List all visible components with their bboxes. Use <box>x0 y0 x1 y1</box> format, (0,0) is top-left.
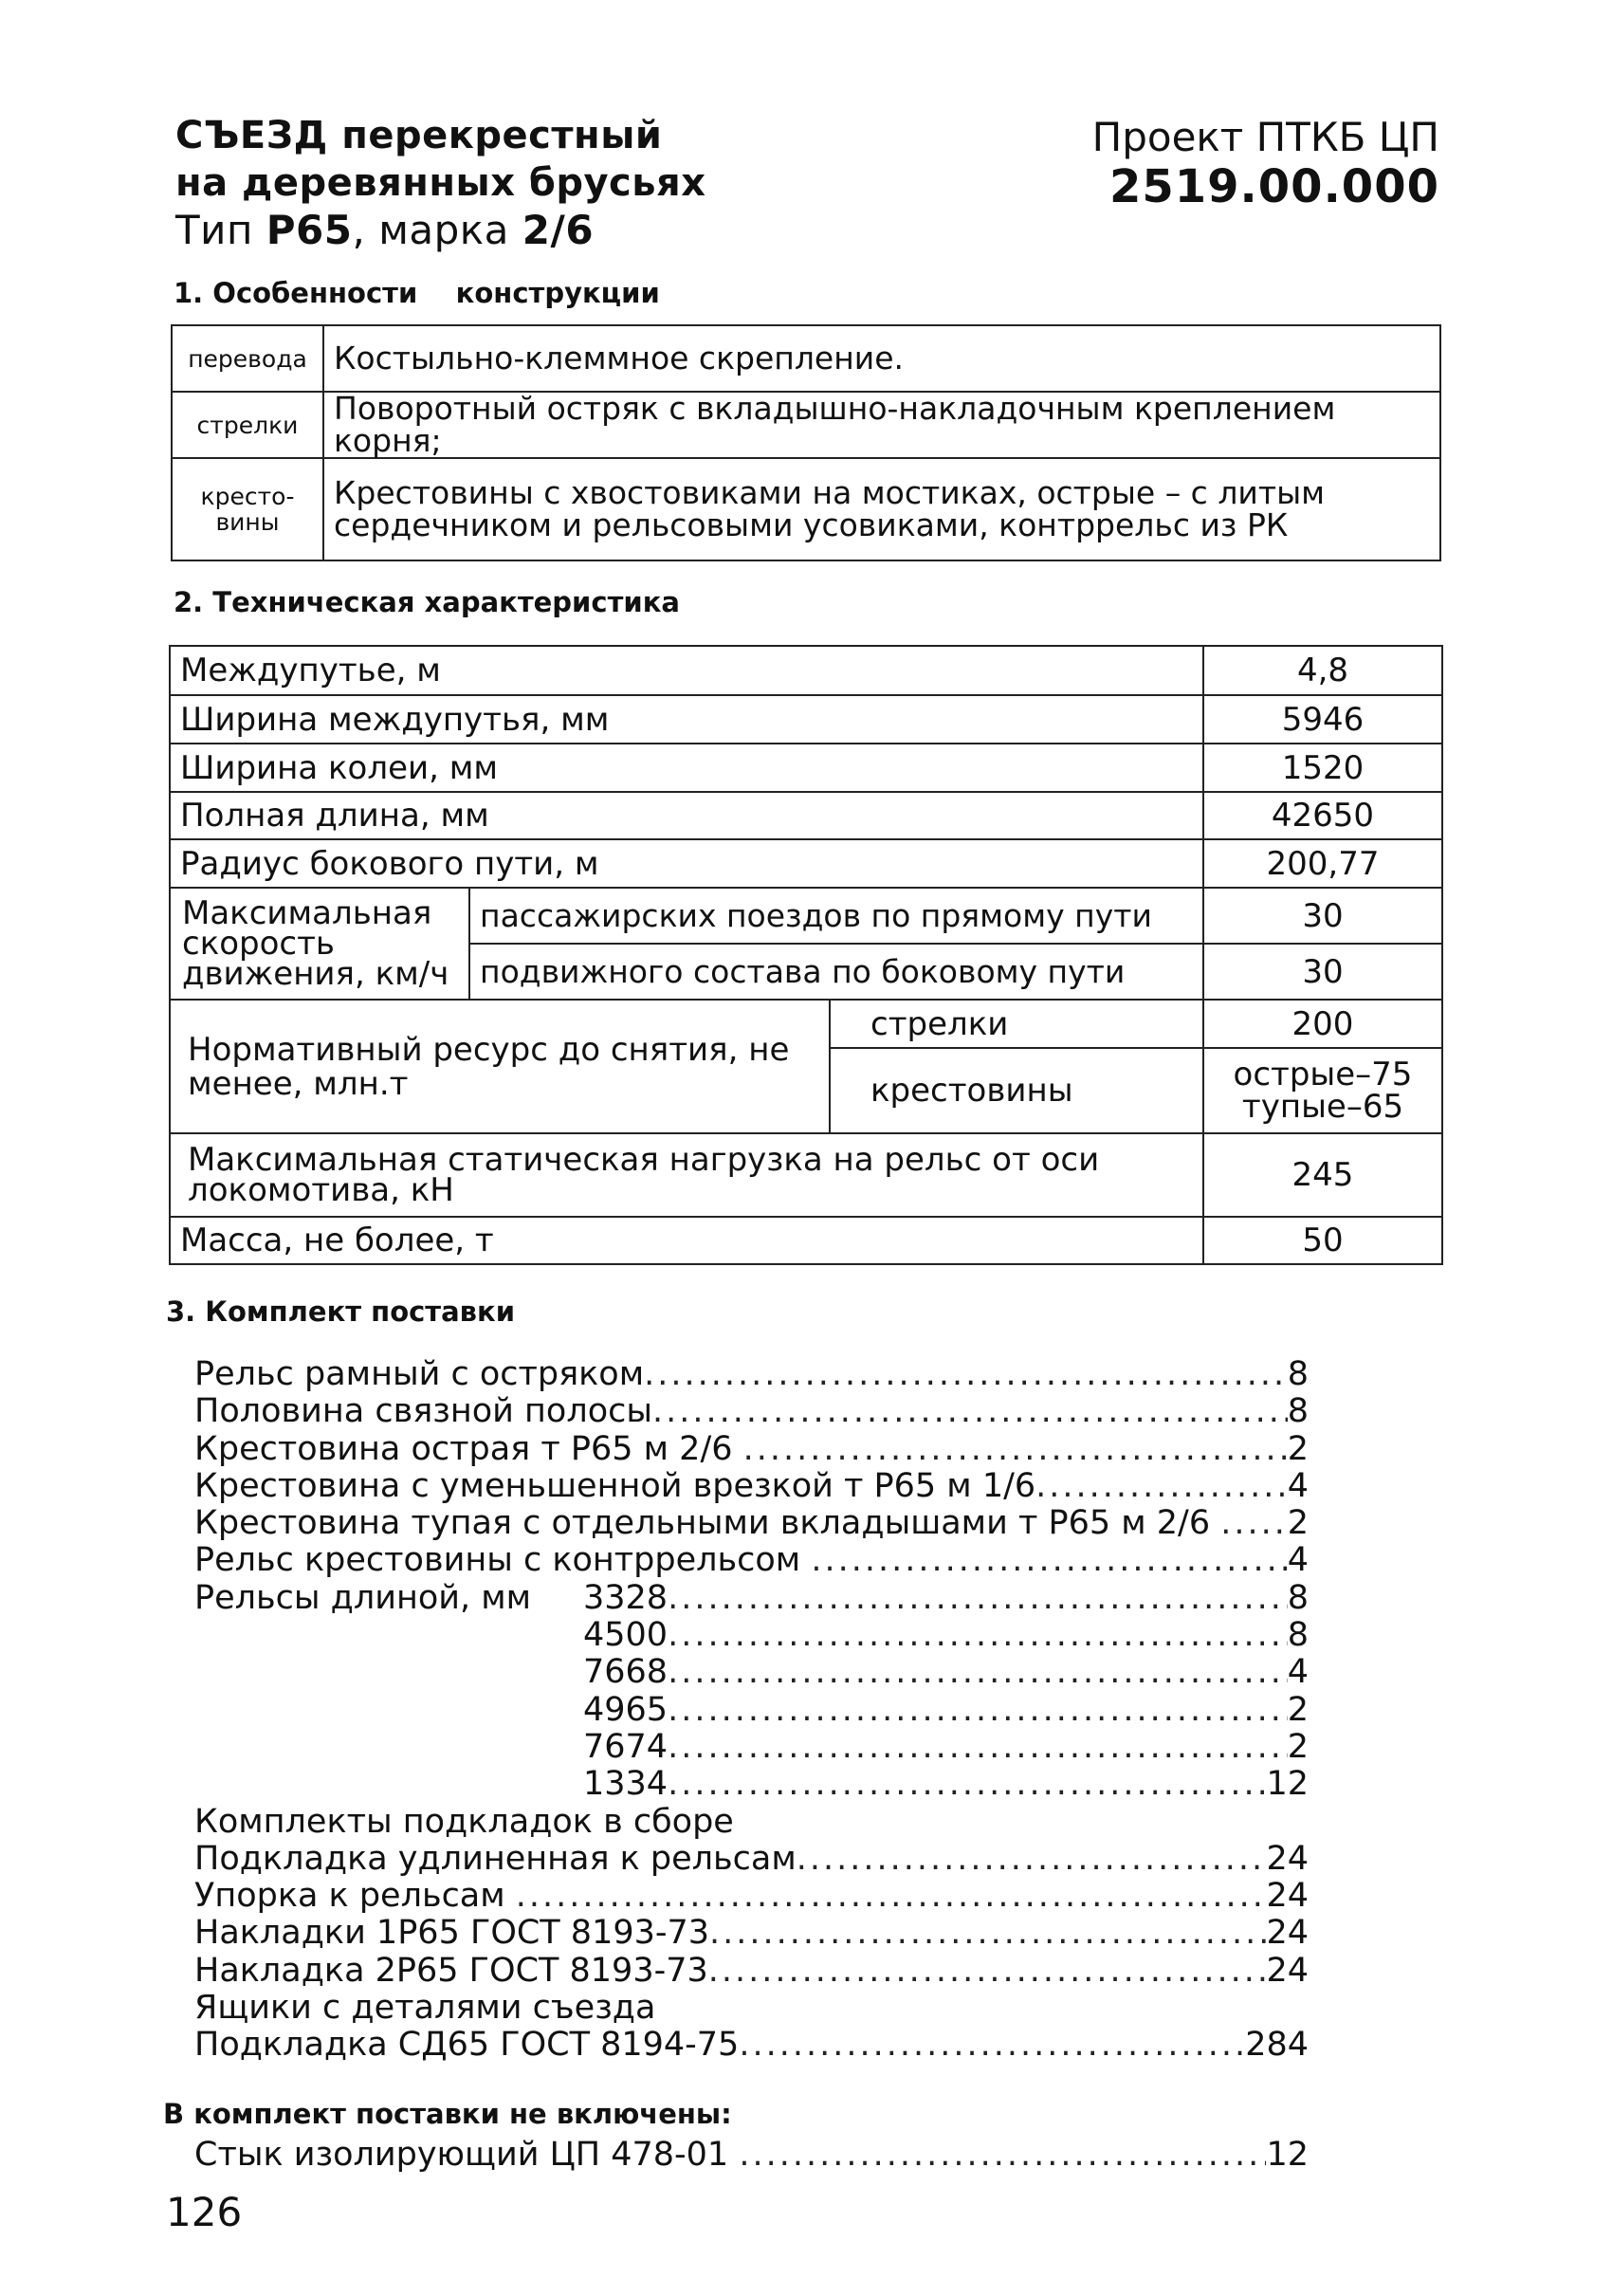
resource-switch-value: 200 <box>1203 1000 1442 1048</box>
spec-value: 5946 <box>1203 695 1442 744</box>
table-row <box>170 1217 1442 1264</box>
item-qty: 24 <box>1266 1839 1309 1878</box>
table-row <box>172 325 1440 392</box>
table-row <box>170 839 1442 888</box>
item-label: Стык изолирующий ЦП 478-01 <box>194 2136 740 2174</box>
table-row <box>170 1133 1442 1217</box>
feature-value: Поворотный остряк с вкладышно-накладочным креплением корня; <box>323 392 1440 458</box>
item-label: Крестовина острая т Р65 м 2/6 <box>194 1429 743 1468</box>
list-item <box>194 1766 1309 1803</box>
excluded-list <box>194 2137 1309 2174</box>
spec-label: Ширина колеи, мм <box>170 744 1203 792</box>
mass-value: 50 <box>1203 1217 1442 1264</box>
leader-dots <box>668 1580 1288 1617</box>
spec-value: 42650 <box>1203 792 1442 839</box>
document-title <box>175 112 706 254</box>
item-label: Упорка к рельсам <box>194 1877 516 1916</box>
resource-label: Нормативный ресурс до снятия, не менее, млн.т <box>170 1000 830 1133</box>
leader-dots <box>709 1915 1266 1952</box>
item-qty: 24 <box>1266 1914 1309 1953</box>
item-label: 4500 <box>583 1616 669 1655</box>
leader-dots <box>516 1878 1267 1915</box>
list-item <box>194 1617 1309 1654</box>
item-qty: 24 <box>1266 1877 1309 1916</box>
item-label: 4965 <box>583 1690 669 1729</box>
spec-value: 200,77 <box>1203 839 1442 888</box>
list-item <box>194 1431 1309 1468</box>
speed-passenger-value: 30 <box>1203 888 1442 944</box>
leader-dots <box>739 2027 1245 2064</box>
pads-heading: Комплекты подкладок в сборе <box>194 1802 734 1841</box>
spec-value: 4,8 <box>1203 646 1442 695</box>
list-item <box>194 2027 1309 2064</box>
item-label: 7668 <box>583 1653 669 1692</box>
leader-dots <box>1220 1505 1288 1542</box>
leader-dots <box>668 1766 1266 1803</box>
list-item <box>194 1841 1309 1878</box>
table-row <box>170 744 1442 792</box>
item-label: Крестовина тупая с отдельными вкладышами т Р65 м 2/6 <box>194 1504 1221 1543</box>
title-line-1: СЪЕЗД перекрестный <box>175 114 663 157</box>
list-item <box>194 1468 1309 1505</box>
list-item <box>194 1692 1309 1729</box>
section-1-heading: 1. Особенности конструкции <box>174 277 660 309</box>
list-item <box>194 1542 1309 1579</box>
specs-table <box>169 645 1443 1265</box>
title-type-line <box>175 207 706 254</box>
spec-label: Междупутье, м <box>170 646 1203 695</box>
item-label: Рельс рамный с остряком <box>194 1355 645 1393</box>
item-qty: 8 <box>1287 1392 1309 1431</box>
list-item <box>194 1729 1309 1766</box>
spec-value: 1520 <box>1203 744 1442 792</box>
item-label: 1334 <box>583 1765 669 1804</box>
item-qty: 24 <box>1266 1951 1309 1990</box>
mass-label: Масса, не более, т <box>170 1217 1203 1264</box>
feature-key: перевода <box>172 325 323 392</box>
item-qty: 4 <box>1287 1466 1309 1505</box>
project-label: Проект ПТКБ ЦП <box>1091 114 1439 160</box>
item-label: Половина связной полосы <box>194 1392 653 1431</box>
load-label: Максимальная статическая нагрузка на рельс от оси локомотива, кН <box>170 1133 1203 1217</box>
speed-label: Максимальная скорость движения, км/ч <box>170 888 469 1000</box>
list-heading <box>194 1804 1309 1841</box>
speed-passenger-label: пассажирских поездов по прямому пути <box>469 888 1203 944</box>
section-2-heading: 2. Техническая характеристика <box>174 586 680 618</box>
mark-value: 2/6 <box>522 207 595 253</box>
feature-key: кресто-вины <box>172 458 323 560</box>
spec-label: Полная длина, мм <box>170 792 1203 839</box>
list-item <box>194 2137 1309 2174</box>
load-value: 245 <box>1203 1133 1442 1217</box>
type-value: Р65 <box>266 207 353 253</box>
frog-value-sharp: острые–75 <box>1233 1056 1413 1093</box>
table-row <box>172 458 1440 560</box>
table-row <box>170 646 1442 695</box>
rails-caption: Рельсы длиной, мм <box>194 1578 532 1617</box>
item-qty: 8 <box>1287 1355 1309 1393</box>
project-code: 2519.00.000 <box>1108 160 1439 213</box>
leader-dots <box>811 1542 1287 1579</box>
type-prefix: Тип <box>175 207 266 253</box>
item-qty: 2 <box>1287 1727 1309 1766</box>
mark-prefix: , марка <box>352 207 522 253</box>
spec-label: Ширина междупутья, мм <box>170 695 1203 744</box>
table-row <box>170 792 1442 839</box>
leader-dots <box>668 1617 1288 1654</box>
leader-dots <box>668 1692 1288 1729</box>
item-label: Рельс крестовины с контррельсом <box>194 1541 812 1580</box>
table-row <box>170 1000 1442 1048</box>
item-qty: 4 <box>1287 1653 1309 1692</box>
resource-frog-value <box>1203 1048 1442 1133</box>
frog-value-blunt: тупые–65 <box>1241 1088 1404 1126</box>
leader-dots <box>739 2137 1266 2174</box>
title-line-2: на деревянных брусьях <box>175 161 706 205</box>
item-qty: 2 <box>1287 1690 1309 1729</box>
item-qty: 2 <box>1287 1429 1309 1468</box>
boxes-heading: Ящики с деталями съезда <box>194 1989 656 2028</box>
excluded-heading: В комплект поставки не включены: <box>163 2098 732 2130</box>
list-item <box>194 1505 1309 1542</box>
feature-value: Крестовины с хвостовиками на мостиках, острые – с литым сердечником и рельсовыми усовиками, контррельс из РК <box>323 458 1440 560</box>
table-row <box>172 392 1440 458</box>
feature-value: Костыльно-клеммное скрепление. <box>323 325 1440 392</box>
speed-rolling-label: подвижного состава по боковому пути <box>469 944 1203 1000</box>
page-number: 126 <box>166 2189 243 2235</box>
item-qty: 2 <box>1287 1504 1309 1543</box>
item-label: Накладки 1Р65 ГОСТ 8193-73 <box>194 1914 710 1953</box>
section-3-heading: 3. Комплект поставки <box>166 1295 516 1328</box>
list-item <box>194 1393 1309 1430</box>
leader-dots <box>1035 1468 1288 1505</box>
item-qty: 4 <box>1287 1541 1309 1580</box>
item-qty: 8 <box>1287 1578 1309 1617</box>
table-row <box>170 695 1442 744</box>
item-qty: 12 <box>1266 2136 1309 2174</box>
supply-list <box>194 1356 1309 2065</box>
features-table <box>171 324 1441 561</box>
list-item <box>194 1580 1309 1617</box>
item-label: Крестовина с уменьшенной врезкой т Р65 м 1/6 <box>194 1466 1036 1505</box>
item-qty: 8 <box>1287 1616 1309 1655</box>
list-item <box>194 1878 1309 1915</box>
item-label: Подкладка удлиненная к рельсам <box>194 1839 797 1878</box>
list-item <box>194 1953 1309 1990</box>
resource-frog-label: крестовины <box>830 1048 1203 1133</box>
leader-dots <box>668 1654 1288 1691</box>
item-label: Накладка 2Р65 ГОСТ 8193-73 <box>194 1951 708 1990</box>
feature-key: стрелки <box>172 392 323 458</box>
item-label: Подкладка СД65 ГОСТ 8194-75 <box>194 2026 740 2065</box>
resource-switch-label: стрелки <box>830 1000 1203 1048</box>
spec-label: Радиус бокового пути, м <box>170 839 1203 888</box>
list-item <box>194 1915 1309 1952</box>
leader-dots <box>652 1393 1288 1430</box>
table-row <box>170 888 1442 944</box>
item-label: 7674 <box>583 1727 669 1766</box>
item-qty: 284 <box>1245 2026 1309 2065</box>
leader-dots <box>797 1841 1267 1878</box>
item-label: 3328 <box>583 1578 669 1617</box>
list-item <box>194 1356 1309 1393</box>
leader-dots <box>743 1431 1288 1468</box>
leader-dots <box>668 1729 1288 1766</box>
item-qty: 12 <box>1266 1765 1309 1804</box>
project-block <box>1092 114 1439 212</box>
list-heading <box>194 1990 1309 2027</box>
list-item <box>194 1654 1309 1691</box>
speed-rolling-value: 30 <box>1203 944 1442 1000</box>
leader-dots <box>708 1953 1267 1990</box>
leader-dots <box>644 1356 1288 1393</box>
